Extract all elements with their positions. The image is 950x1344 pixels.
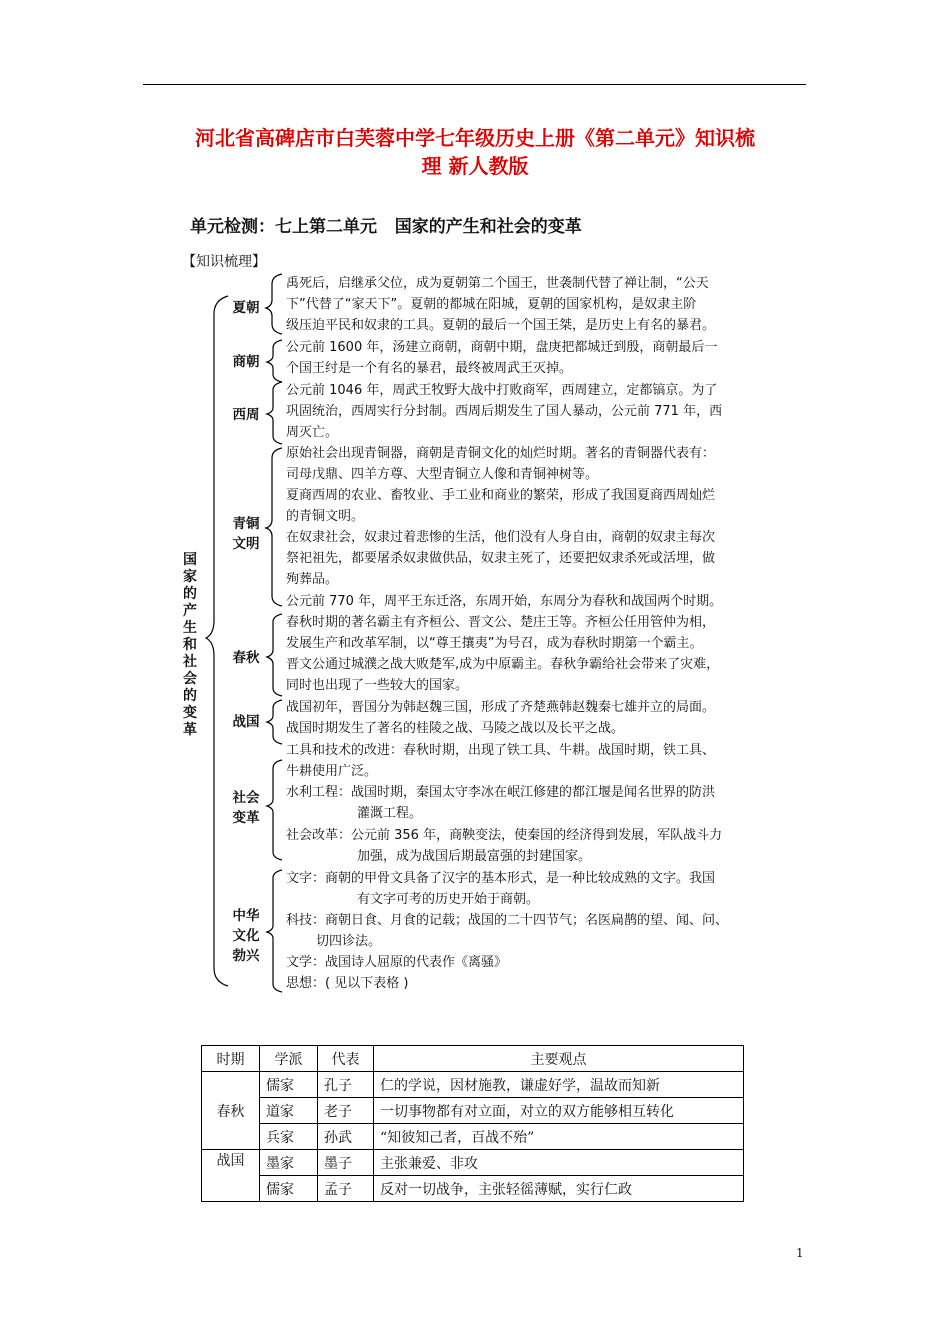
branch-line: 科技：商朝日食、月食的记载；战国的二十四节气；名医扁鹊的望、闻、问、 bbox=[286, 913, 729, 928]
unit-title: 单元检测：七上第二单元 国家的产生和社会的变革 bbox=[190, 217, 582, 237]
era-label-line: 青铜 bbox=[232, 516, 260, 532]
school-cell: 墨家 bbox=[260, 1150, 318, 1176]
era-label-zhanguo: 战国 bbox=[232, 714, 260, 730]
section-label: 【知识梳理】 bbox=[182, 254, 266, 270]
branch-line: 下”代替了“家天下”。夏朝的都城在阳城，夏朝的国家机构，是奴隶主阶 bbox=[286, 297, 697, 312]
school-cell: 儒家 bbox=[260, 1176, 318, 1202]
branch-line: 周灭亡。 bbox=[286, 425, 339, 440]
root-char: 生 bbox=[183, 620, 197, 636]
title-line-1: 河北省高碑店市白芙蓉中学七年级历史上册《第二单元》知识梳 bbox=[195, 126, 755, 150]
table-row bbox=[202, 1176, 744, 1202]
school-cell: 兵家 bbox=[260, 1124, 318, 1150]
branch-line: 同时也出现了一些较大的国家。 bbox=[286, 678, 469, 693]
view-cell: 一切事物都有对立面，对立的双方能够相互转化 bbox=[374, 1098, 744, 1124]
mindmap-root-title bbox=[181, 552, 199, 739]
branch-line: 灌溉工程。 bbox=[357, 806, 423, 821]
root-char: 革 bbox=[183, 722, 197, 738]
era-label-line: 勃兴 bbox=[232, 948, 260, 964]
era-label-line: 中华 bbox=[232, 908, 260, 924]
table-row bbox=[202, 1098, 744, 1124]
era-label-social-reform bbox=[226, 788, 266, 828]
branch-line: 禹死后，启继承父位，成为夏朝第二个国王，世袭制代替了禅让制，“公天 bbox=[286, 276, 709, 291]
root-char: 的 bbox=[183, 688, 197, 704]
era-label-xizhou: 西周 bbox=[232, 407, 260, 423]
representative-cell: 孟子 bbox=[318, 1176, 374, 1202]
branch-line: 战国时期发生了著名的桂陵之战、马陵之战以及长平之战。 bbox=[286, 721, 625, 736]
table-row bbox=[202, 1124, 744, 1150]
view-cell: “知彼知己者，百战不殆” bbox=[374, 1124, 744, 1150]
school-cell: 儒家 bbox=[260, 1072, 318, 1098]
root-char: 社 bbox=[183, 654, 197, 670]
era-label-line: 变革 bbox=[232, 810, 260, 826]
era-label-line: 文化 bbox=[232, 928, 260, 944]
branch-line: 公元前 1046 年，周武王牧野大战中打败商军，西周建立，定都镐京。为了 bbox=[286, 383, 718, 398]
root-char: 变 bbox=[183, 705, 197, 721]
table-row bbox=[202, 1072, 744, 1098]
branch-line: 公元前 770 年，周平王东迁洛，东周开始，东周分为春秋和战国两个时期。 bbox=[286, 594, 723, 609]
branch-line: 思想：( 见以下表格 ) bbox=[286, 976, 409, 991]
root-char: 家 bbox=[183, 569, 197, 585]
branch-line: 殉葬品。 bbox=[286, 572, 339, 587]
period-cell: 战国 bbox=[202, 1150, 260, 1202]
representative-cell: 孙武 bbox=[318, 1124, 374, 1150]
table-header-cell: 学派 bbox=[260, 1046, 318, 1072]
era-label-line: 社会 bbox=[232, 790, 260, 806]
root-char: 产 bbox=[183, 603, 197, 619]
table-header-row bbox=[202, 1046, 744, 1072]
branch-line: 个国王纣是一个有名的暴君，最终被周武王灭掉。 bbox=[286, 361, 573, 376]
branch-line: 在奴隶社会，奴隶过着悲惨的生活，他们没有人身自由，商朝的奴隶主每次 bbox=[286, 530, 716, 545]
branch-line: 发展生产和改革军制，以“尊王攘夷”为号召，成为春秋时期第一个霸主。 bbox=[286, 636, 703, 651]
branch-line: 加强，成为战国后期最富强的封建国家。 bbox=[357, 849, 592, 864]
title-line-2: 理 新人教版 bbox=[421, 154, 529, 178]
root-char: 国 bbox=[183, 552, 197, 568]
era-label-culture bbox=[226, 906, 266, 966]
branch-line: 夏商西周的农业、畜牧业、手工业和商业的繁荣，形成了我国夏商西周灿烂 bbox=[286, 488, 716, 503]
root-char: 的 bbox=[183, 586, 197, 602]
branch-line: 文字：商朝的甲骨文具备了汉字的基本形式，是一种比较成熟的文字。我国 bbox=[286, 871, 716, 886]
branch-line: 祭祀祖先，都要屠杀奴隶做供品，奴隶主死了，还要把奴隶杀死或活埋，做 bbox=[286, 551, 716, 566]
table-header-cell: 时期 bbox=[202, 1046, 260, 1072]
period-cell: 春秋 bbox=[202, 1072, 260, 1150]
schools-table bbox=[201, 1045, 744, 1202]
branch-line: 晋文公通过城濮之战大败楚军,成为中原霸主。春秋争霸给社会带来了灾难， bbox=[286, 657, 720, 672]
root-char: 和 bbox=[183, 637, 197, 653]
branch-line: 工具和技术的改进：春秋时期，出现了铁工具、牛耕。战国时期，铁工具、 bbox=[286, 743, 716, 758]
view-cell: 反对一切战争，主张轻徭薄赋，实行仁政 bbox=[374, 1176, 744, 1202]
representative-cell: 孔子 bbox=[318, 1072, 374, 1098]
page-number: 1 bbox=[796, 1246, 804, 1260]
branch-line: 战国初年，晋国分为韩赵魏三国，形成了齐楚燕韩赵魏秦七雄并立的局面。 bbox=[286, 700, 716, 715]
branch-line: 切四诊法。 bbox=[316, 934, 382, 949]
branch-line: 的青铜文明。 bbox=[286, 509, 365, 524]
representative-cell: 墨子 bbox=[318, 1150, 374, 1176]
root-char: 会 bbox=[183, 671, 197, 687]
branch-line: 司母戊鼎、四羊方尊、大型青铜立人像和青铜神树等。 bbox=[286, 467, 599, 482]
era-label-xia: 夏朝 bbox=[232, 300, 260, 316]
school-cell: 道家 bbox=[260, 1098, 318, 1124]
representative-cell: 老子 bbox=[318, 1098, 374, 1124]
view-cell: 主张兼爱、非攻 bbox=[374, 1150, 744, 1176]
branch-line: 原始社会出现青铜器，商朝是青铜文化的灿烂时期。著名的青铜器代表有： bbox=[286, 446, 716, 461]
era-label-bronze bbox=[226, 514, 266, 554]
branch-line: 巩固统治，西周实行分封制。西周后期发生了国人暴动，公元前 771 年，西 bbox=[286, 404, 723, 419]
table-header-cell: 主要观点 bbox=[374, 1046, 744, 1072]
table-row bbox=[202, 1150, 744, 1176]
branch-line: 春秋时期的著名霸主有齐桓公、晋文公、楚庄王等。齐桓公任用管仲为相， bbox=[286, 615, 716, 630]
branch-line: 牛耕使用广泛。 bbox=[286, 764, 378, 779]
branch-line: 公元前 1600 年，汤建立商朝，商朝中期，盘庚把都城迁到殷，商朝最后一 bbox=[286, 340, 718, 355]
table-header-cell: 代表 bbox=[318, 1046, 374, 1072]
era-label-chunqiu: 春秋 bbox=[232, 650, 260, 666]
era-label-line: 文明 bbox=[232, 536, 260, 552]
branch-line: 社会改革：公元前 356 年，商鞅变法，使秦国的经济得到发展，军队战斗力 bbox=[286, 828, 723, 843]
view-cell: 仁的学说，因材施教，谦虚好学，温故而知新 bbox=[374, 1072, 744, 1098]
branch-line: 级压迫平民和奴隶的工具。夏朝的最后一个国王桀，是历史上有名的暴君。 bbox=[286, 318, 716, 333]
branch-line: 有文字可考的历史开始于商朝。 bbox=[357, 892, 540, 907]
branch-line: 文学：战国诗人屈原的代表作《离骚》 bbox=[286, 955, 508, 970]
era-label-shang: 商朝 bbox=[232, 354, 260, 370]
branch-line: 水利工程：战国时期，秦国太守李冰在岷江修建的都江堰是闻名世界的防洪 bbox=[286, 785, 716, 800]
